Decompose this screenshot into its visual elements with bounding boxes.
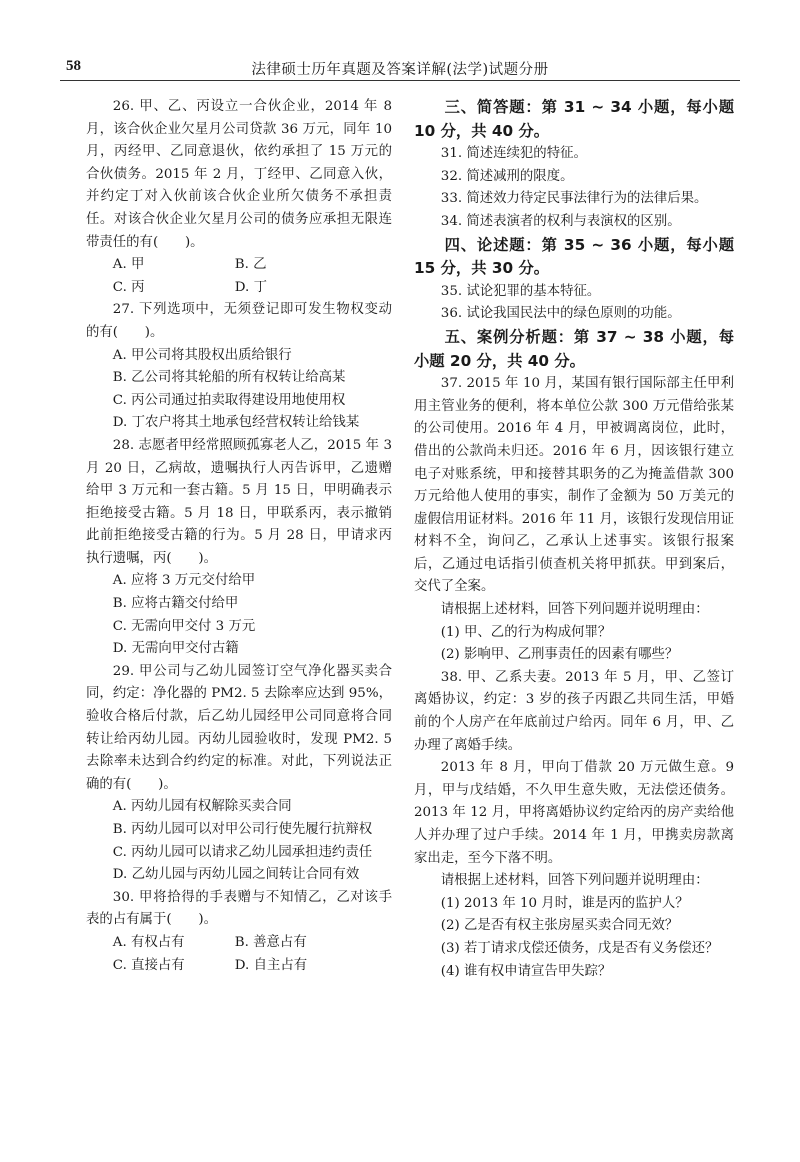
option-a: A. 甲: [112, 257, 145, 273]
question-38: [414, 667, 734, 983]
option-d: D. 乙幼儿园与丙幼儿园之间转让合同有效: [112, 867, 360, 883]
list-item: (3) 若丁请求戊偿还债务，戊是否有义务偿还？: [440, 940, 719, 956]
right-column: [414, 96, 734, 983]
question-28: [86, 435, 392, 661]
option-c: C. 丙公司通过拍卖取得建设用地使用权: [112, 392, 346, 408]
section-heading: 三、简答题：第 31 ~ 34 小题，每小题 10 分，共 40 分。: [414, 98, 734, 140]
list-item: 32. 简述减刑的限度。: [440, 168, 574, 184]
list-item: (2) 乙是否有权主张房屋买卖合同无效？: [440, 918, 679, 934]
question-stem: 28. 志愿者甲经常照顾孤寡老人乙，2015 年 3 月 20 日，乙病故，遗嘱执行人丙告诉甲，乙遗赠给甲 3 万元和一套古籍。5 月 15 日，甲明确表示拒绝接受古籍。5 月 18 日，甲联系丙，表示撤销此前拒绝接受古籍的行为。5 月 28 日，甲请求丙执行遗嘱，丙( )。: [86, 437, 392, 566]
section-heading: 四、论述题：第 35 ~ 36 小题，每小题 15 分，共 30 分。: [414, 235, 734, 278]
list-item: 34. 简述表演者的权利与表演权的区别。: [440, 213, 681, 229]
section-short-answer: [414, 96, 734, 234]
running-title: 法律硕士历年真题及答案详解(法学)试题分册: [251, 62, 549, 78]
question-29: [86, 661, 392, 887]
option-b: B. 应将古籍交付给甲: [112, 596, 239, 612]
list-item: (1) 甲、乙的行为构成何罪？: [440, 624, 612, 640]
section-case-analysis: [414, 326, 734, 983]
case-prompt: 请根据上述材料，回答下列问题并说明理由：: [440, 602, 709, 618]
section-essay: [414, 234, 734, 326]
list-item: (4) 谁有权申请宣告甲失踪？: [440, 963, 612, 979]
question-stem: 29. 甲公司与乙幼儿园签订空气净化器买卖合同，约定：净化器的 PM2. 5 去除率应达到 95%，验收合格后付款，后乙幼儿园经甲公司同意将合同转让给丙幼儿园。丙幼儿园验收时，发现 PM2. 5 去除率未达到合约约定的标准。对此，下列说法正确的有( )。: [86, 663, 392, 792]
option-a: A. 有权占有: [112, 934, 185, 950]
option-row: [86, 932, 392, 955]
option-a: A. 丙幼儿园有权解除买卖合同: [112, 799, 292, 815]
option-row: [86, 955, 392, 978]
list-item: 31. 简述连续犯的特征。: [440, 146, 587, 162]
question-stem: 27. 下列选项中，无须登记即可发生物权变动的有( )。: [86, 302, 392, 340]
list-item: 35. 试论犯罪的基本特征。: [440, 283, 601, 299]
option-c: C. 直接占有: [112, 957, 185, 973]
question-stem: 30. 甲将拾得的手表赠与不知情乙，乙对该手表的占有属于( )。: [86, 889, 392, 928]
header-rule: [60, 80, 740, 81]
option-b: B. 丙幼儿园可以对甲公司行使先履行抗辩权: [112, 822, 373, 837]
left-column: [86, 96, 392, 977]
option-b: B. 乙公司将其轮船的所有权转让给高某: [112, 370, 346, 386]
option-c: C. 丙: [112, 279, 145, 295]
option-d: D. 丁农户将其土地承包经营权转让给钱某: [112, 415, 360, 431]
case-paragraph: 37. 2015 年 10 月，某国有银行国际部主任甲利用主管业务的便利，将本单位公款 300 万元借给张某的公司使用。2016 年 4 月，甲被调离岗位，此时，借出的公款尚未归还。2016 年 6 月，因该银行建立电子对账系统，甲和接替其职务的乙为掩盖借款 300 万元给他人使用的事实，制作了金额为 50 万美元的虚假信用证材料。2016 年 11 月，该银行发现信用证材料不全，询问乙，乙承认上述事实。该银行报案后，乙通过电话指引侦查机关将甲抓获。甲到案后，交代了全案。: [414, 376, 734, 595]
case-prompt: 请根据上述材料，回答下列问题并说明理由：: [440, 873, 709, 889]
question-30: [86, 887, 392, 977]
option-c: C. 丙幼儿园可以请求乙幼儿园承担违约责任: [112, 844, 373, 860]
option-row: [86, 277, 392, 300]
option-b: B. 乙: [234, 257, 267, 273]
list-item: (2) 影响甲、乙刑事责任的因素有哪些？: [440, 647, 679, 663]
list-item: (1) 2013 年 10 月时，谁是丙的监护人？: [440, 895, 689, 911]
option-c: C. 无需向甲交付 3 万元: [112, 618, 256, 634]
list-item: 36. 试论我国民法中的绿色原则的功能。: [440, 306, 681, 322]
case-paragraph: 38. 甲、乙系夫妻。2013 年 5 月，甲、乙签订离婚协议，约定：3 岁的孩子丙跟乙共同生活，甲婚前的个人房产在年底前过户给丙。同年 6 月，甲、乙办理了离婚手续。: [414, 669, 734, 753]
option-d: D. 丁: [234, 279, 267, 295]
question-37: [414, 373, 734, 667]
question-stem: 26. 甲、乙、丙设立一合伙企业，2014 年 8 月，该合伙企业欠星月公司贷款 36 万元，同年 10 月，丙经甲、乙同意退伙，依约承担了 15 万元的合伙债务。2015 年 2 月，丁经甲、乙同意入伙，并约定丁对入伙前该合伙企业所欠债务不承担责任。对该合伙企业欠星月公司的债务应承担无限连带责任的有( )。: [86, 99, 392, 250]
page-number: 58: [66, 58, 81, 74]
question-26: [86, 96, 392, 299]
case-paragraph: 2013 年 8 月，甲向丁借款 20 万元做生意。9 月，甲与戊结婚，不久甲生意失败，无法偿还债务。2013 年 12 月，甲将离婚协议约定给丙的房产卖给他人并办理了过户手续。2014 年 1 月，甲携卖房款离家出走，至今下落不明。: [414, 760, 734, 866]
option-a: A. 甲公司将其股权出质给银行: [112, 347, 292, 363]
option-row: [86, 254, 392, 277]
question-27: [86, 299, 392, 435]
section-heading: 五、案例分析题：第 37 ~ 38 小题，每小题 20 分，共 40 分。: [414, 327, 734, 370]
option-b: B. 善意占有: [234, 934, 307, 950]
page-header: [60, 56, 740, 80]
option-d: D. 自主占有: [234, 957, 308, 973]
option-d: D. 无需向甲交付古籍: [112, 641, 239, 657]
option-a: A. 应将 3 万元交付给甲: [112, 573, 256, 589]
list-item: 33. 简述效力待定民事法律行为的法律后果。: [440, 191, 708, 207]
